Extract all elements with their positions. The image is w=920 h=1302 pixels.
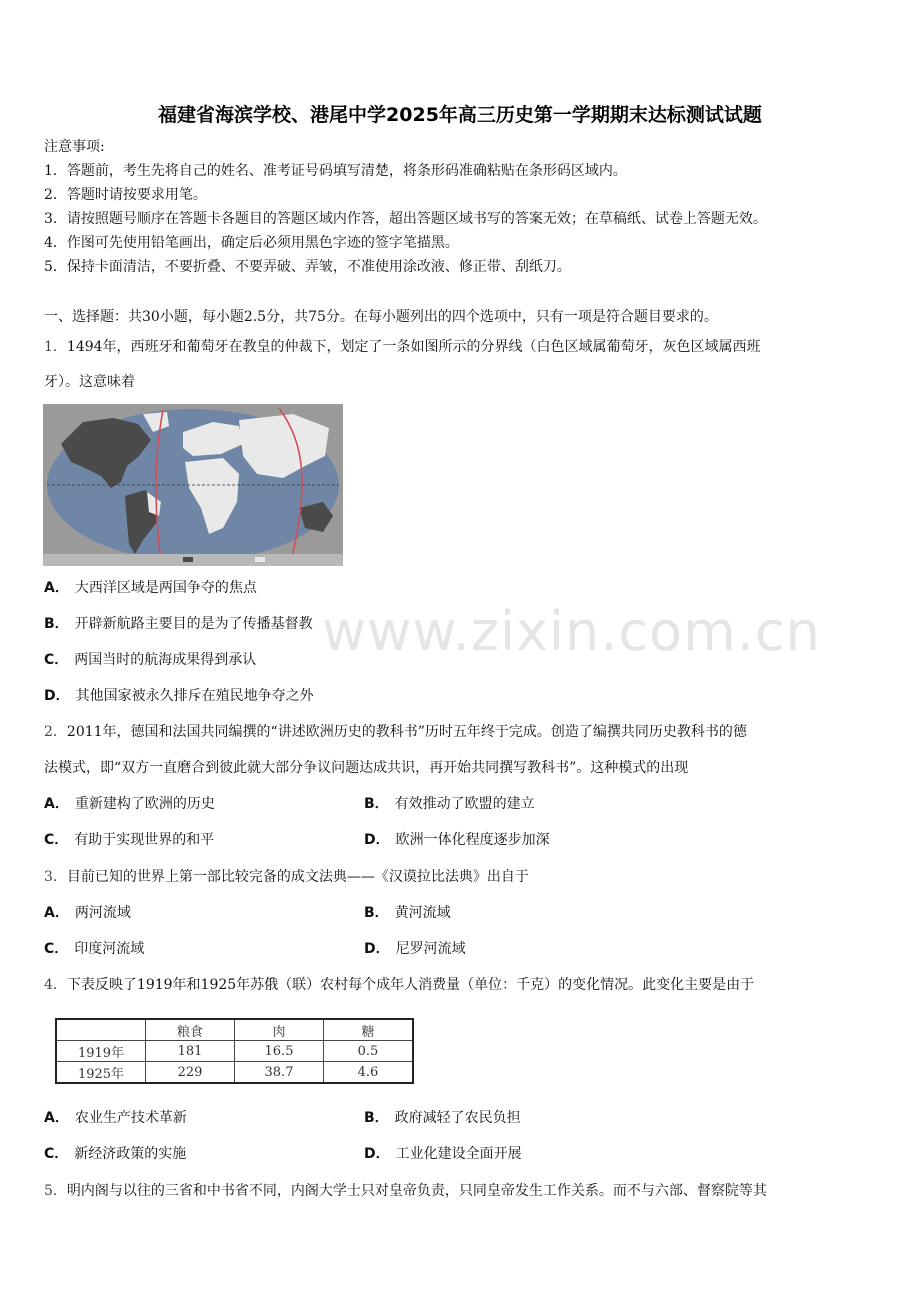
- table-cell: 4.6: [324, 1062, 414, 1084]
- notice-item: 5．保持卡面清洁，不要折叠、不要弄破、弄皱，不准使用涂改液、修正带、刮纸刀。: [44, 259, 571, 275]
- q2-option-a[interactable]: A． 重新建构了欧洲的历史: [44, 796, 215, 812]
- notice-item: 4．作图可先使用铅笔画出，确定后必须用黑色字迹的签字笔描黑。: [44, 235, 459, 251]
- q2-option-b[interactable]: B． 有效推动了欧盟的建立: [364, 796, 535, 812]
- table-cell: 0.5: [324, 1041, 414, 1062]
- q1-option-a[interactable]: A． 大西洋区域是两国争夺的焦点: [44, 580, 257, 596]
- q4-option-d[interactable]: D． 工业化建设全面开展: [364, 1146, 522, 1162]
- notice-heading: 注意事项:: [44, 139, 105, 155]
- table-header-cell: 糖: [324, 1019, 414, 1041]
- q4-option-b[interactable]: B． 政府减轻了农民负担: [364, 1110, 521, 1126]
- q4-option-a[interactable]: A． 农业生产技术革新: [44, 1110, 187, 1126]
- page-title: 福建省海滨学校、港尾中学2025年高三历史第一学期期末达标测试试题: [158, 104, 762, 126]
- question-4-line-1: 4．下表反映了1919年和1925年苏俄（联）农村每个成年人消费量（单位：千克）的变化情况。此变化主要是由于: [44, 977, 755, 993]
- question-5-line-1: 5．明内阁与以往的三省和中书省不同，内阁大学士只对皇帝负责，只同皇帝发生工作关系。而不与六部、督察院等其: [44, 1183, 767, 1199]
- question-2-line-1: 2．2011年，德国和法国共同编撰的“讲述欧洲历史的教科书”历时五年终于完成。创造了编撰共同历史教科书的德: [44, 724, 747, 740]
- table-cell: 1925年: [56, 1062, 146, 1084]
- q2-option-d[interactable]: D． 欧洲一体化程度逐步加深: [364, 832, 550, 848]
- table-cell: 38.7: [235, 1062, 324, 1084]
- q1-option-d[interactable]: D． 其他国家被永久排斥在殖民地争夺之外: [44, 688, 314, 704]
- table-row: [56, 1062, 413, 1084]
- notice-item: 1．答题前，考生先将自己的姓名、准考证号码填写清楚，将条形码准确粘贴在条形码区域内。: [44, 163, 627, 179]
- table-header-cell: 肉: [235, 1019, 324, 1041]
- q2-option-c[interactable]: C． 有助于实现世界的和平: [44, 832, 215, 848]
- q1-option-b[interactable]: B． 开辟新航路主要目的是为了传播基督教: [44, 616, 313, 632]
- q3-option-b[interactable]: B． 黄河流域: [364, 905, 451, 921]
- question-2-line-2: 法模式，即“双方一直磨合到彼此就大部分争议问题达成共识，再开始共同撰写教科书”。这种模式的出现: [44, 760, 689, 776]
- q4-option-c[interactable]: C． 新经济政策的实施: [44, 1146, 187, 1162]
- table-cell: 229: [146, 1062, 235, 1084]
- q3-option-c[interactable]: C． 印度河流域: [44, 941, 145, 957]
- question-3-line-1: 3．目前已知的世界上第一部比较完备的成文法典——《汉谟拉比法典》出自于: [44, 869, 529, 885]
- legend-swatch-light: [255, 557, 265, 562]
- watermark: www.zixin.com.cn: [322, 600, 821, 663]
- question-1-line-2: 牙）。这意味着: [44, 374, 135, 390]
- table-header-row: [56, 1019, 413, 1041]
- notice-item: 3．请按照题号顺序在答题卡各题目的答题区域内作答，超出答题区域书写的答案无效；在草稿纸、试卷上答题无效。: [44, 211, 767, 227]
- notice-item: 2．答题时请按要求用笔。: [44, 187, 207, 203]
- table-header-cell: 粮食: [146, 1019, 235, 1041]
- table-cell: 16.5: [235, 1041, 324, 1062]
- section-heading: 一、选择题：共30小题，每小题2.5分，共75分。在每小题列出的四个选项中，只有一项是符合题目要求的。: [44, 309, 718, 325]
- table-cell: 181: [146, 1041, 235, 1062]
- world-map-image: [43, 404, 343, 566]
- q3-option-d[interactable]: D． 尼罗河流域: [364, 941, 466, 957]
- tordesillas-map: [43, 404, 343, 566]
- consumption-table: [55, 1018, 414, 1084]
- table-cell: 1919年: [56, 1041, 146, 1062]
- q1-option-c[interactable]: C． 两国当时的航海成果得到承认: [44, 652, 257, 668]
- table-header-cell: [56, 1019, 146, 1041]
- q3-option-a[interactable]: A． 两河流域: [44, 905, 131, 921]
- question-1-line-1: 1．1494年，西班牙和葡萄牙在教皇的仲裁下，划定了一条如图所示的分界线（白色区域属葡萄牙，灰色区域属西班: [44, 339, 761, 355]
- table-row: [56, 1041, 413, 1062]
- legend-swatch-dark: [183, 557, 193, 562]
